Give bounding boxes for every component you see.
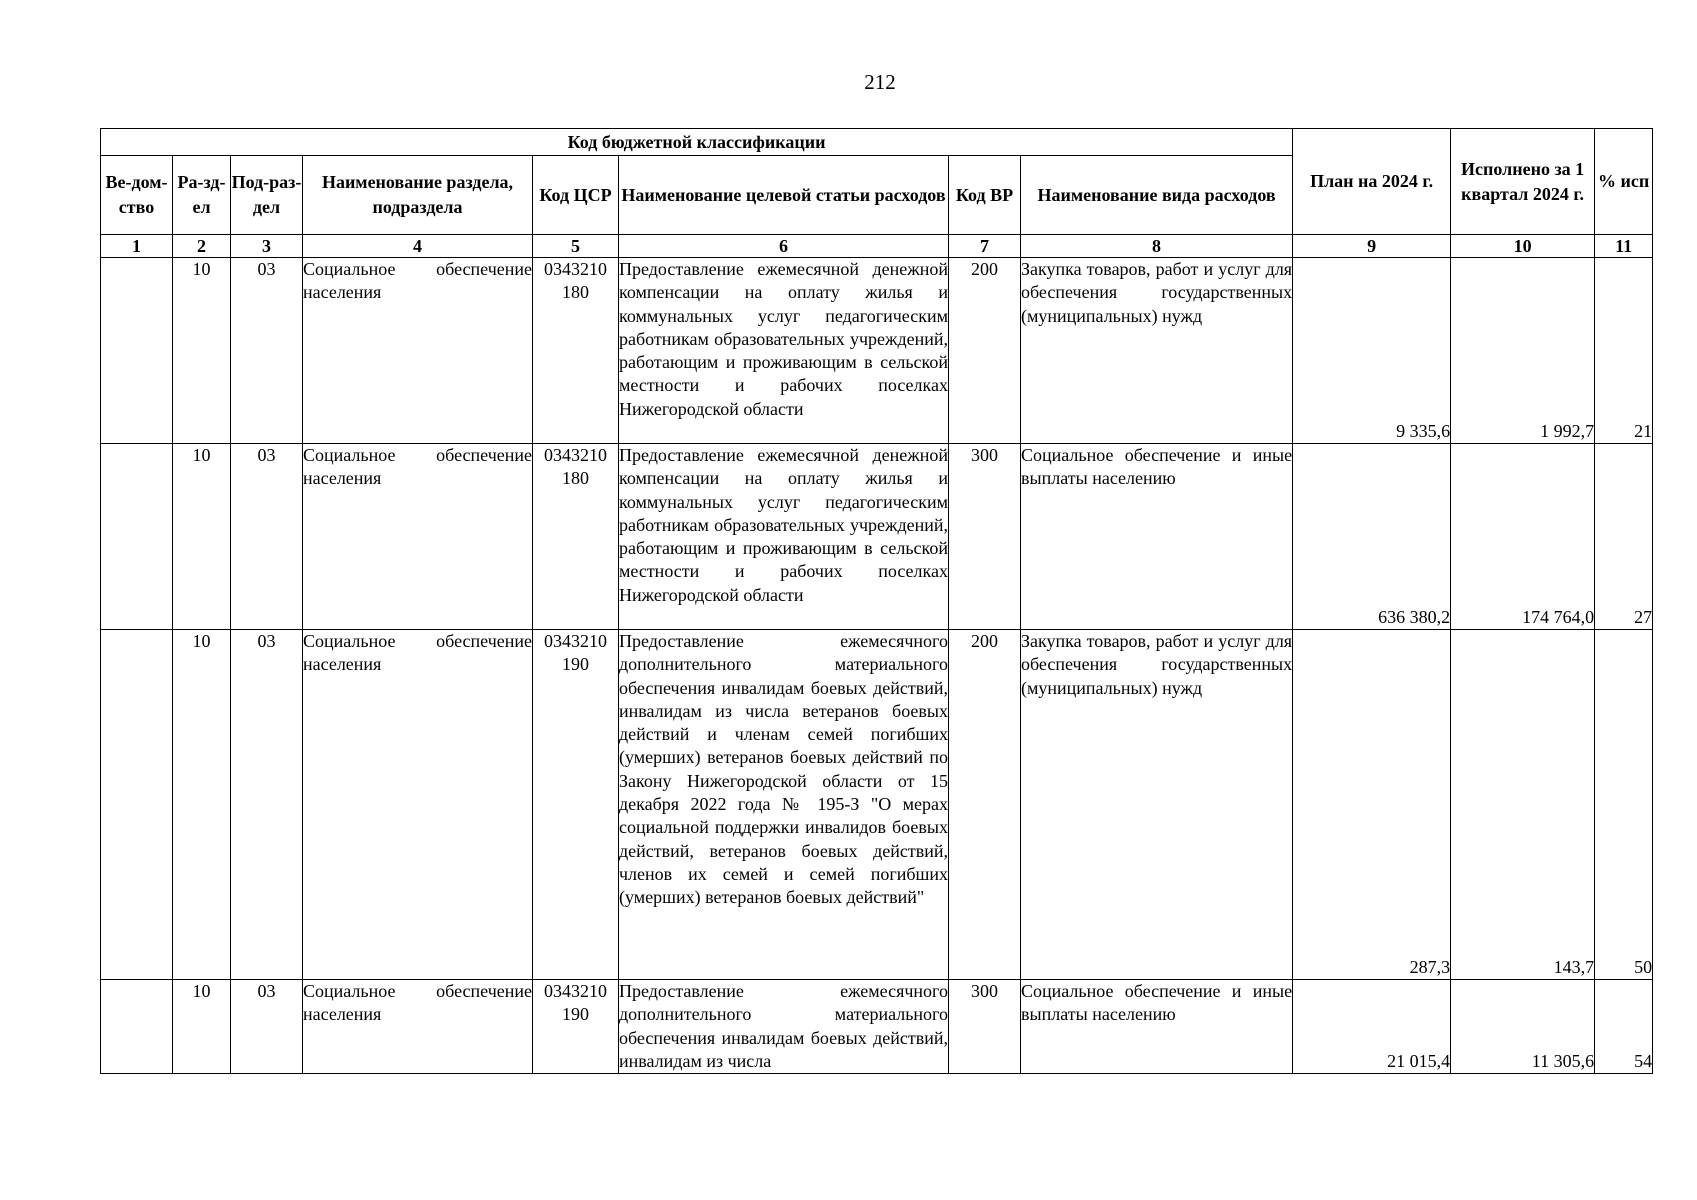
vr-cell: 300 bbox=[949, 444, 1021, 630]
vr-name-cell: Закупка товаров, работ и услуг для обеспечения государственных (муниципальных) нужд bbox=[1021, 630, 1293, 980]
column-header-vr-name: Наименование вида расходов bbox=[1021, 156, 1293, 235]
razdel-name-cell: Социальное обеспечение населения bbox=[303, 258, 533, 444]
razdel-cell: 10 bbox=[173, 444, 231, 630]
budget-classification-header: Код бюджетной классификации bbox=[101, 129, 1293, 156]
vr-name-cell: Социальное обеспечение и иные выплаты населению bbox=[1021, 444, 1293, 630]
plan-cell: 287,3 bbox=[1293, 630, 1451, 980]
csr-cell: 0343210190 bbox=[533, 980, 619, 1074]
vedomstvo-cell bbox=[101, 258, 173, 444]
target-name-cell: Предоставление ежемесячной денежной компенсации на оплату жилья и коммунальных услуг педагогическим работникам образовательных учреждений, работающим и проживающим в сельской местности и рабочих поселках Нижегородской области bbox=[619, 258, 949, 444]
plan-header: План на 2024 г. bbox=[1293, 129, 1451, 235]
column-header-target-name: Наименование целевой статьи расходов bbox=[619, 156, 949, 235]
razdel-cell: 10 bbox=[173, 258, 231, 444]
podrazdel-cell: 03 bbox=[231, 258, 303, 444]
vr-name-cell: Закупка товаров, работ и услуг для обеспечения государственных (муниципальных) нужд bbox=[1021, 258, 1293, 444]
vedomstvo-cell bbox=[101, 444, 173, 630]
column-number: 4 bbox=[303, 235, 533, 258]
razdel-name-cell: Социальное обеспечение населения bbox=[303, 444, 533, 630]
column-number: 9 bbox=[1293, 235, 1451, 258]
table-body bbox=[101, 258, 1653, 1074]
csr-cell: 0343210180 bbox=[533, 258, 619, 444]
executed-cell: 11 305,6 bbox=[1451, 980, 1595, 1074]
plan-cell: 9 335,6 bbox=[1293, 258, 1451, 444]
column-header-vedomstvo: Ве-дом-ство bbox=[101, 156, 173, 235]
column-header-razdel: Ра-зд-ел bbox=[173, 156, 231, 235]
table-row bbox=[101, 630, 1653, 980]
razdel-cell: 10 bbox=[173, 980, 231, 1074]
percent-cell: 54 bbox=[1595, 980, 1653, 1074]
column-number: 3 bbox=[231, 235, 303, 258]
plan-cell: 636 380,2 bbox=[1293, 444, 1451, 630]
vr-cell: 300 bbox=[949, 980, 1021, 1074]
podrazdel-cell: 03 bbox=[231, 444, 303, 630]
percent-cell: 50 bbox=[1595, 630, 1653, 980]
column-header-csr: Код ЦСР bbox=[533, 156, 619, 235]
table-row bbox=[101, 258, 1653, 444]
podrazdel-cell: 03 bbox=[231, 630, 303, 980]
budget-table bbox=[100, 128, 1653, 1074]
percent-cell: 27 bbox=[1595, 444, 1653, 630]
razdel-name-cell: Социальное обеспечение населения bbox=[303, 980, 533, 1074]
razdel-name-cell: Социальное обеспечение населения bbox=[303, 630, 533, 980]
column-number: 10 bbox=[1451, 235, 1595, 258]
column-number: 7 bbox=[949, 235, 1021, 258]
column-numbers-row bbox=[101, 235, 1653, 258]
razdel-cell: 10 bbox=[173, 630, 231, 980]
executed-cell: 1 992,7 bbox=[1451, 258, 1595, 444]
podrazdel-cell: 03 bbox=[231, 980, 303, 1074]
table-header bbox=[101, 129, 1653, 258]
target-name-cell: Предоставление ежемесячного дополнительного материального обеспечения инвалидам боевых действий, инвалидам из числа bbox=[619, 980, 949, 1074]
table-row bbox=[101, 980, 1653, 1074]
csr-cell: 0343210190 bbox=[533, 630, 619, 980]
column-number: 11 bbox=[1595, 235, 1653, 258]
column-number: 8 bbox=[1021, 235, 1293, 258]
column-number: 6 bbox=[619, 235, 949, 258]
executed-header: Исполнено за 1 квартал 2024 г. bbox=[1451, 129, 1595, 235]
column-number: 5 bbox=[533, 235, 619, 258]
csr-cell: 0343210180 bbox=[533, 444, 619, 630]
column-number: 2 bbox=[173, 235, 231, 258]
column-header-vr: Код ВР bbox=[949, 156, 1021, 235]
vedomstvo-cell bbox=[101, 630, 173, 980]
percent-cell: 21 bbox=[1595, 258, 1653, 444]
target-name-cell: Предоставление ежемесячного дополнительного материального обеспечения инвалидам боевых действий, инвалидам из числа ветеранов боевых действий и членам семей погибших (умерших) ветеранов боевых действий по Закону Нижегородской области от 15 декабря 2022 года № 195-З "О мерах социальной поддержки инвалидов боевых действий, ветеранов боевых действий, членов их семей и семей погибших (умерших) ветеранов боевых действий" bbox=[619, 630, 949, 980]
vr-cell: 200 bbox=[949, 258, 1021, 444]
page-number: 212 bbox=[864, 70, 896, 94]
vr-cell: 200 bbox=[949, 630, 1021, 980]
plan-cell: 21 015,4 bbox=[1293, 980, 1451, 1074]
percent-header: % исп bbox=[1595, 129, 1653, 235]
table-row bbox=[101, 444, 1653, 630]
column-header-podrazdel: Под-раз-дел bbox=[231, 156, 303, 235]
column-header-razdel-name: Наименование раздела, подраздела bbox=[303, 156, 533, 235]
vr-name-cell: Социальное обеспечение и иные выплаты населению bbox=[1021, 980, 1293, 1074]
target-name-cell: Предоставление ежемесячной денежной компенсации на оплату жилья и коммунальных услуг педагогическим работникам образовательных учреждений, работающим и проживающим в сельской местности и рабочих поселках Нижегородской области bbox=[619, 444, 949, 630]
vedomstvo-cell bbox=[101, 980, 173, 1074]
column-number: 1 bbox=[101, 235, 173, 258]
executed-cell: 143,7 bbox=[1451, 630, 1595, 980]
executed-cell: 174 764,0 bbox=[1451, 444, 1595, 630]
